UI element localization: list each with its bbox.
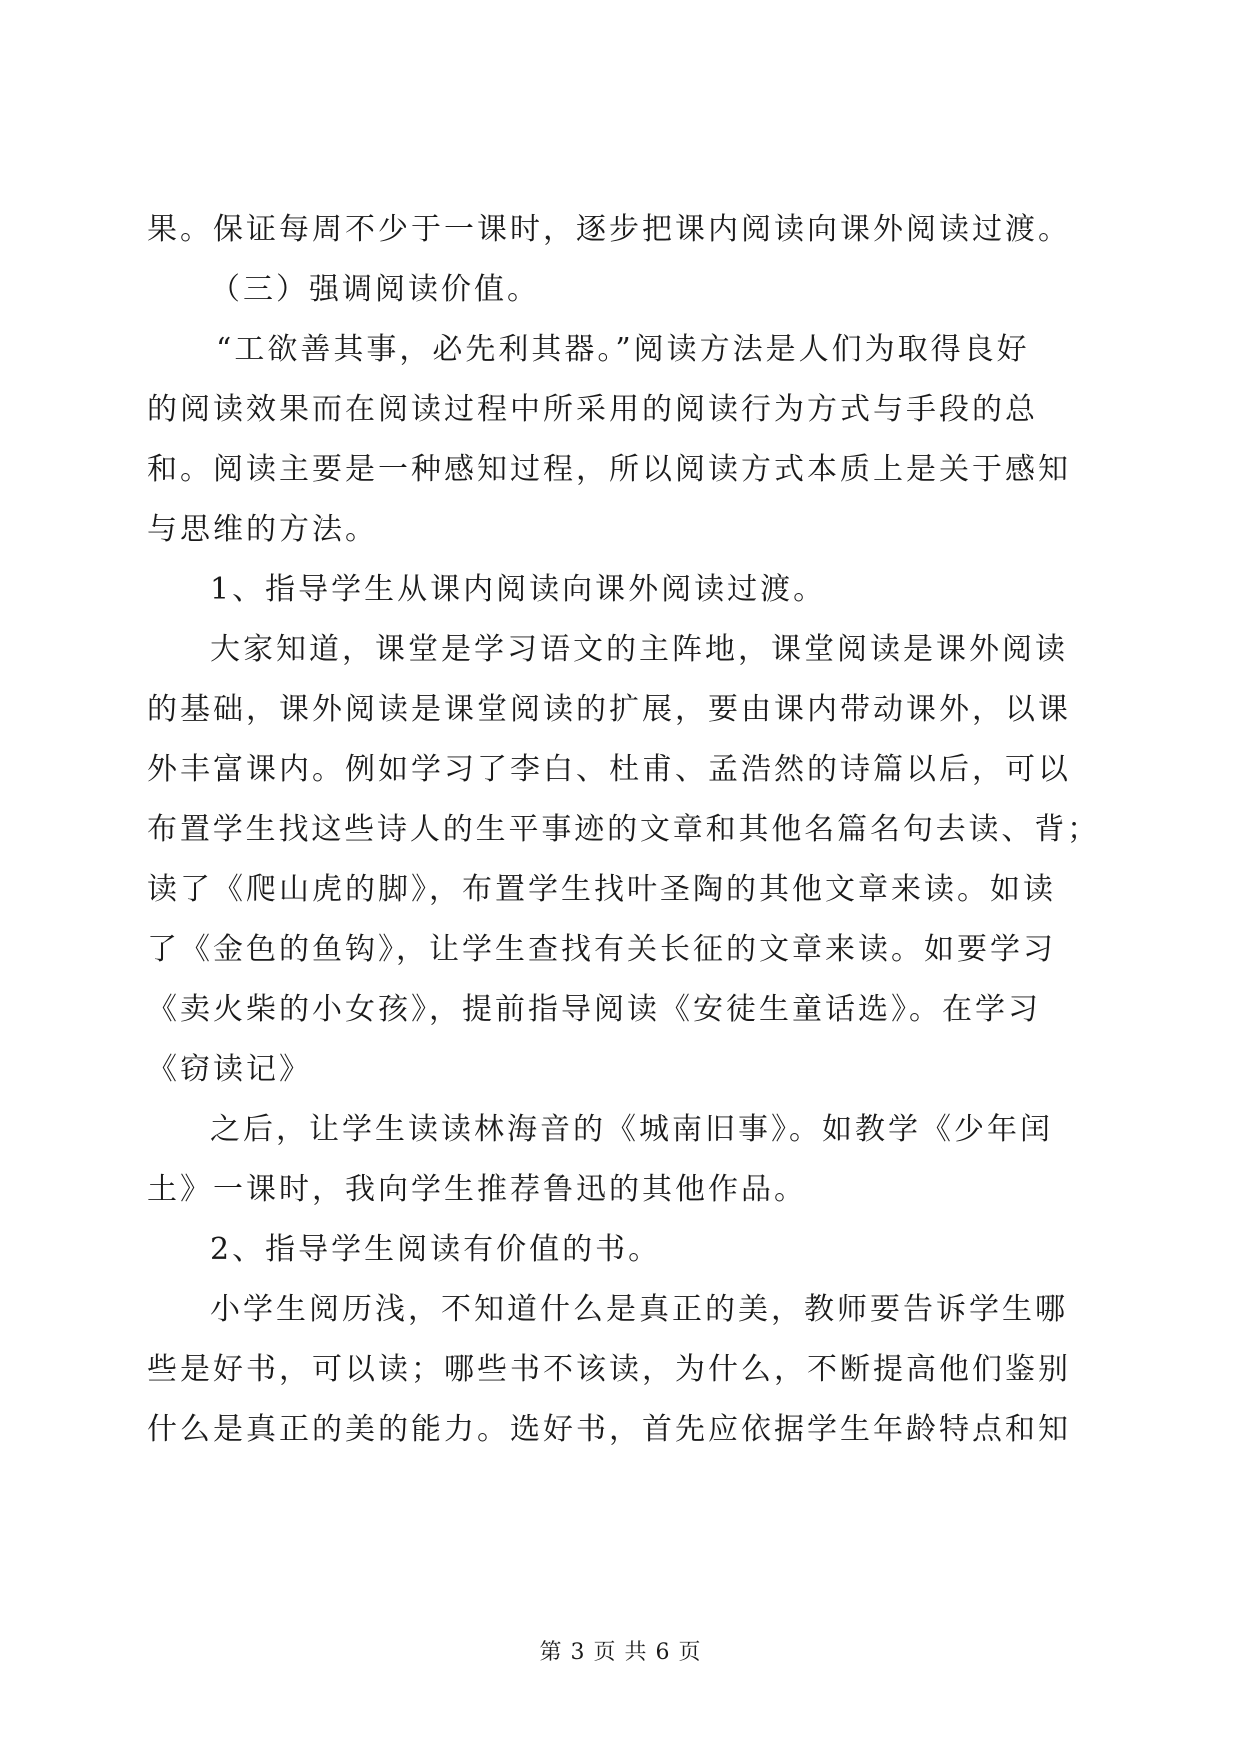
text-line: 外丰富课内。例如学习了李白、杜甫、孟浩然的诗篇以后，可以 bbox=[147, 752, 1071, 787]
text-line: 小学生阅历浅，不知道什么是真正的美，教师要告诉学生哪 bbox=[210, 1292, 1068, 1327]
text-line: 与思维的方法。 bbox=[147, 512, 378, 547]
text-line: 些是好书，可以读；哪些书不该读，为什么，不断提高他们鉴别 bbox=[147, 1352, 1071, 1387]
subheading: 1、指导学生从课内阅读向课外阅读过渡。 bbox=[210, 572, 827, 607]
section-heading: （三）强调阅读价值。 bbox=[210, 272, 540, 307]
text-line: 《卖火柴的小女孩》，提前指导阅读《安徒生童话选》。在学习 bbox=[147, 992, 1041, 1027]
text-line: 《窃读记》 bbox=[147, 1052, 312, 1087]
subheading: 2、指导学生阅读有价值的书。 bbox=[210, 1232, 662, 1267]
text-line: 之后，让学生读读林海音的《城南旧事》。如教学《少年闰 bbox=[210, 1112, 1053, 1147]
page-footer: 第 3 页 共 6 页 bbox=[539, 1640, 702, 1665]
text-line: 的基础，课外阅读是课堂阅读的扩展，要由课内带动课外，以课 bbox=[147, 692, 1071, 727]
text-line: 土》一课时，我向学生推荐鲁迅的其他作品。 bbox=[147, 1172, 807, 1207]
text-line: 布置学生找这些诗人的生平事迹的文章和其他名篇名句去读、背； bbox=[147, 812, 1100, 847]
text-line: 和。阅读主要是一种感知过程，所以阅读方式本质上是关于感知 bbox=[147, 452, 1071, 487]
text-line: 什么是真正的美的能力。选好书，首先应依据学生年龄特点和知 bbox=[147, 1412, 1071, 1447]
text-line: “工欲善其事，必先利其器。”阅读方法是人们为取得良好 bbox=[216, 332, 1030, 367]
text-line: 了《金色的鱼钩》，让学生查找有关长征的文章来读。如要学习 bbox=[147, 932, 1056, 967]
text-line: 大家知道，课堂是学习语文的主阵地，课堂阅读是课外阅读 bbox=[210, 632, 1068, 667]
text-line: 的阅读效果而在阅读过程中所采用的阅读行为方式与手段的总 bbox=[147, 392, 1038, 427]
text-line: 读了《爬山虎的脚》，布置学生找叶圣陶的其他文章来读。如读 bbox=[147, 872, 1056, 907]
text-line: 果。保证每周不少于一课时，逐步把课内阅读向课外阅读过渡。 bbox=[147, 212, 1071, 247]
